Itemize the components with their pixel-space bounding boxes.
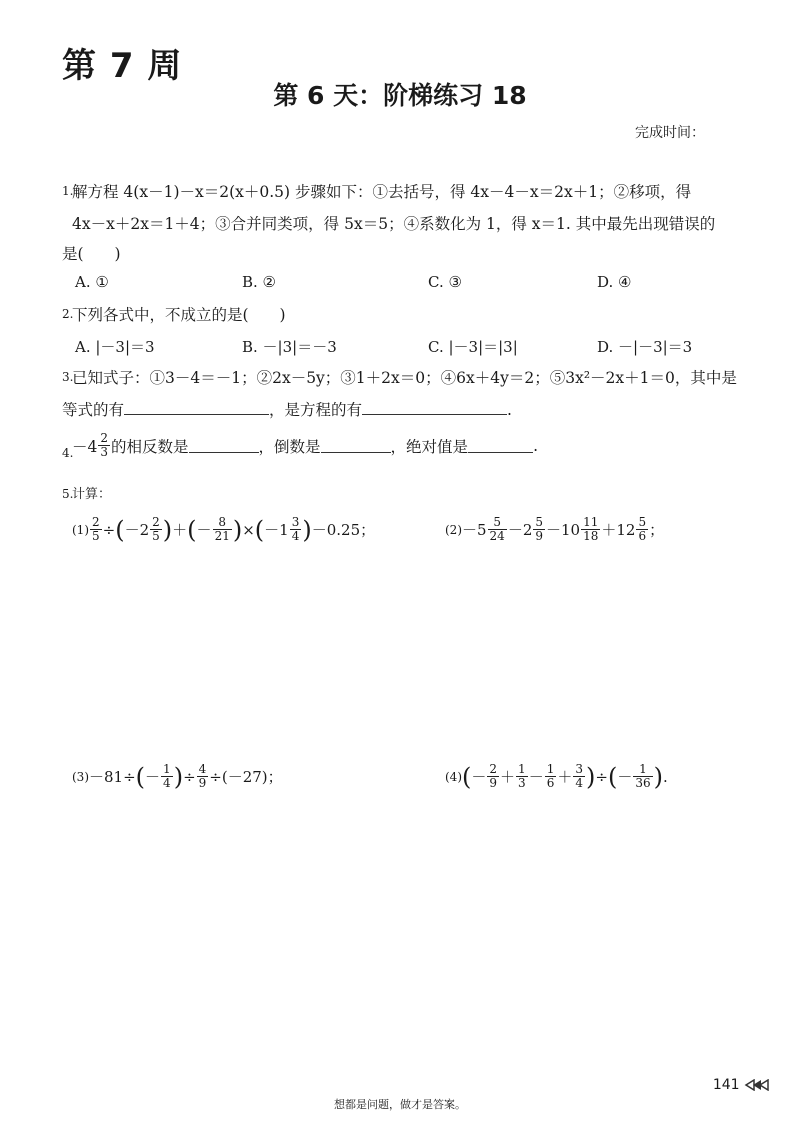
week-label: 第 7 周 [62, 46, 183, 86]
option-c: C. ③ [428, 273, 462, 291]
fraction: $\frac{2}{3}$ [100, 431, 109, 460]
question-text: 下列各式中，不成立的是( ) [72, 306, 286, 324]
option-c: C. |－3|＝|3| [428, 338, 518, 356]
option-a: A. ① [75, 273, 109, 291]
answer-blank[interactable] [189, 438, 259, 453]
option-d: D. ④ [597, 273, 632, 291]
question-number: 3. [62, 370, 74, 384]
question-text: 等式的有 ，是方程的有 . [62, 401, 512, 419]
question-number: 4. [62, 446, 74, 460]
answer-blank[interactable] [124, 400, 269, 415]
question-text: 解方程 4(x－1)－x＝2(x＋0.5) 步骤如下：①去括号，得 4x－4－x＝2x＋1；②移项，得 [72, 183, 692, 201]
completion-time-label: 完成时间： [635, 125, 705, 141]
question-text: 计算： [72, 487, 112, 502]
option-b: B. ② [242, 273, 277, 291]
question-number: 2. [62, 307, 74, 321]
calc-part-2: (2) －5 $\frac{5}{24}$ －2 $\frac{5}{9}$ －10 $\frac{11}{18}$ ＋12 $\frac{5}{6}$ ； [445, 515, 665, 544]
answer-blank[interactable] [321, 438, 391, 453]
answer-blank[interactable] [468, 438, 533, 453]
page-number: 141 [713, 1077, 770, 1093]
question-text: 已知式子：①3－4＝－1；②2x－5y；③1＋2x＝0；④6x＋4y＝2；⑤3x²－2x＋1＝0，其中是 [72, 369, 737, 387]
calc-part-4: (4) ( － $\frac{2}{9}$ ＋ $\frac{1}{3}$ － $\frac{1}{6}$ ＋ $\frac{3}{4}$ ) ÷ ( － $\frac{1}{36}$ ) . [445, 762, 668, 791]
footer-motto: 想都是问题，做才是答案。 [334, 1098, 466, 1111]
question-text: 4x－x＋2x＝1＋4；③合并同类项，得 5x＝5；④系数化为 1，得 x＝1. 其中最先出现错误的 [72, 215, 716, 233]
question-number: 5. [62, 487, 74, 501]
calc-part-1: (1) $\frac{2}{5}$ ÷ ( －2 $\frac{2}{5}$ ) ＋ ( － $\frac{8}{21}$ ) × ( －1 $\frac{3}{4}$ ) －0.25； [72, 515, 376, 544]
question-text: －4 $\frac{2}{3}$ 的相反数是 ，倒数是 ，绝对值是 . [72, 431, 538, 460]
option-d: D. －|－3|＝3 [597, 338, 693, 356]
question-number: 1. [62, 184, 74, 198]
page-title: 第 6 天：阶梯练习 18 [273, 81, 527, 110]
option-b: B. －|3|＝－3 [242, 338, 337, 356]
double-arrow-icon [744, 1079, 770, 1091]
calc-part-3: (3) －81÷ ( － $\frac{1}{4}$ ) ÷ $\frac{4}{9}$ ÷(－27)； [72, 762, 283, 791]
option-a: A. |－3|＝3 [75, 338, 155, 356]
answer-blank[interactable] [362, 400, 507, 415]
question-text: 是( ) [62, 245, 121, 263]
